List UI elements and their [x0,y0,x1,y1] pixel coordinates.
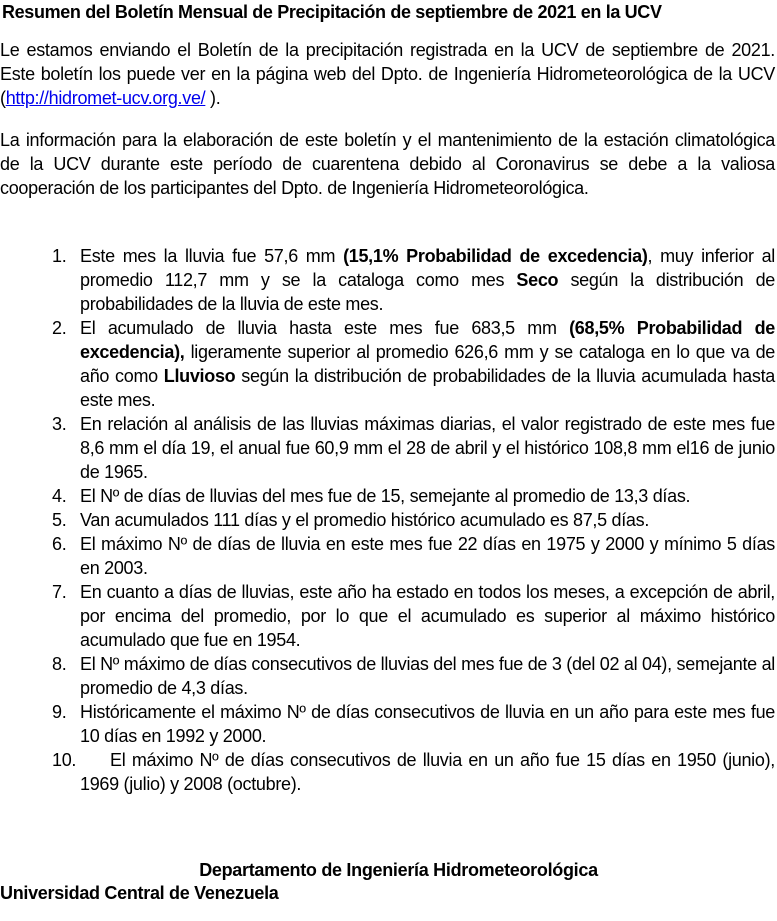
list-item-number: 5. [52,510,67,530]
list-item-text: según la distribución de probabilidades de la lluvia de este mes. [80,270,775,314]
list-item [0,748,775,796]
list-item-text: según la distribución de probabilidades de la lluvia acumulada hasta este mes. [80,366,775,410]
list-item-number: 4. [52,486,67,506]
list-item-text: En cuanto a días de lluvias, este año ha estado en todos los meses, a excepción de abril, por encima del promedio, por lo que el acumulado es superior al máximo histórico acumulado que fue en 1954. [80,582,775,650]
list-item [0,652,775,700]
list-item-text: El Nº máximo de días consecutivos de lluvias del mes fue de 3 (del 02 al 04), semejante al promedio de 4,3 días. [80,654,775,698]
website-link[interactable]: http://hidromet-ucv.org.ve/ [5,88,206,108]
list-item-text: , muy inferior al promedio 112,7 mm y se la cataloga como mes [80,246,775,290]
list-item-number: 8. [52,654,67,674]
list-item-text: Históricamente el máximo Nº de días consecutivos de lluvia en un año para este mes fue 10 días en 1992 y 2000. [80,702,775,746]
list-item-bold-text: Lluvioso [163,366,236,386]
list-item-text: Este mes la lluvia fue 57,6 mm [80,246,344,266]
list-item [0,316,775,412]
document-title: Resumen del Boletín Mensual de Precipitación de septiembre de 2021 en la UCV [2,2,662,22]
list-item-text: El máximo Nº de días consecutivos de lluvia en un año fue 15 días en 1950 (junio), 1969 (julio) y 2008 (octubre). [80,750,775,794]
list-item [0,580,775,652]
intro-text-end: ). [205,88,221,108]
findings-list [0,244,775,796]
list-item-text: En relación al análisis de las lluvias máximas diarias, el valor registrado de este mes fue 8,6 mm el día 19, el anual fue 60,9 mm el 28 de abril y el histórico 108,8 mm el16 de junio de 1965. [80,414,775,482]
list-item [0,484,775,508]
list-item-number: 10. [52,750,77,770]
list-item-number: 1. [52,246,67,266]
list-item [0,244,775,316]
list-item-number: 6. [52,534,67,554]
intro-paragraph-2: La información para la elaboración de este boletín y el mantenimiento de la estación climatológica de la UCV durante este período de cuarentena debido al Coronavirus se debe a la valiosa cooperación de los participantes del Dpto. de Ingeniería Hidrometeorológica. [0,130,775,198]
department-name: Departamento de Ingeniería Hidrometeorológica [199,860,598,880]
university-name: Universidad Central de Venezuela [0,883,279,903]
list-item [0,700,775,748]
intro-text: Le estamos enviando el Boletín de la precipitación registrada en la UCV de septiembre de 2021. Este boletín los puede ver en la página web del Dpto. de Ingeniería Hidrometeorológica de la UCV ( [0,40,775,108]
list-item-bold-text: (68,5% Probabilidad de excedencia), [80,318,775,362]
list-item-text: El máximo Nº de días de lluvia en este mes fue 22 días en 1975 y 2000 y mínimo 5 días en 2003. [80,534,775,578]
list-item-text: El Nº de días de lluvias del mes fue de 15, semejante al promedio de 13,3 días. [80,486,691,506]
list-item-bold-text: Seco [516,270,559,290]
list-item [0,412,775,484]
list-item-text: Van acumulados 111 días y el promedio histórico acumulado es 87,5 días. [80,510,650,530]
list-item [0,532,775,580]
list-item-number: 2. [52,318,67,338]
list-item-bold-text: (15,1% Probabilidad de excedencia) [343,246,648,266]
list-item [0,508,775,532]
intro-paragraph-1 [0,38,775,110]
list-item-text: ligeramente superior al promedio 626,6 mm y se cataloga en lo que va de año como [80,342,775,386]
list-item-number: 9. [52,702,67,722]
list-item-text: El acumulado de lluvia hasta este mes fue 683,5 mm [80,318,570,338]
list-item-number: 7. [52,582,67,602]
list-item-number: 3. [52,414,67,434]
